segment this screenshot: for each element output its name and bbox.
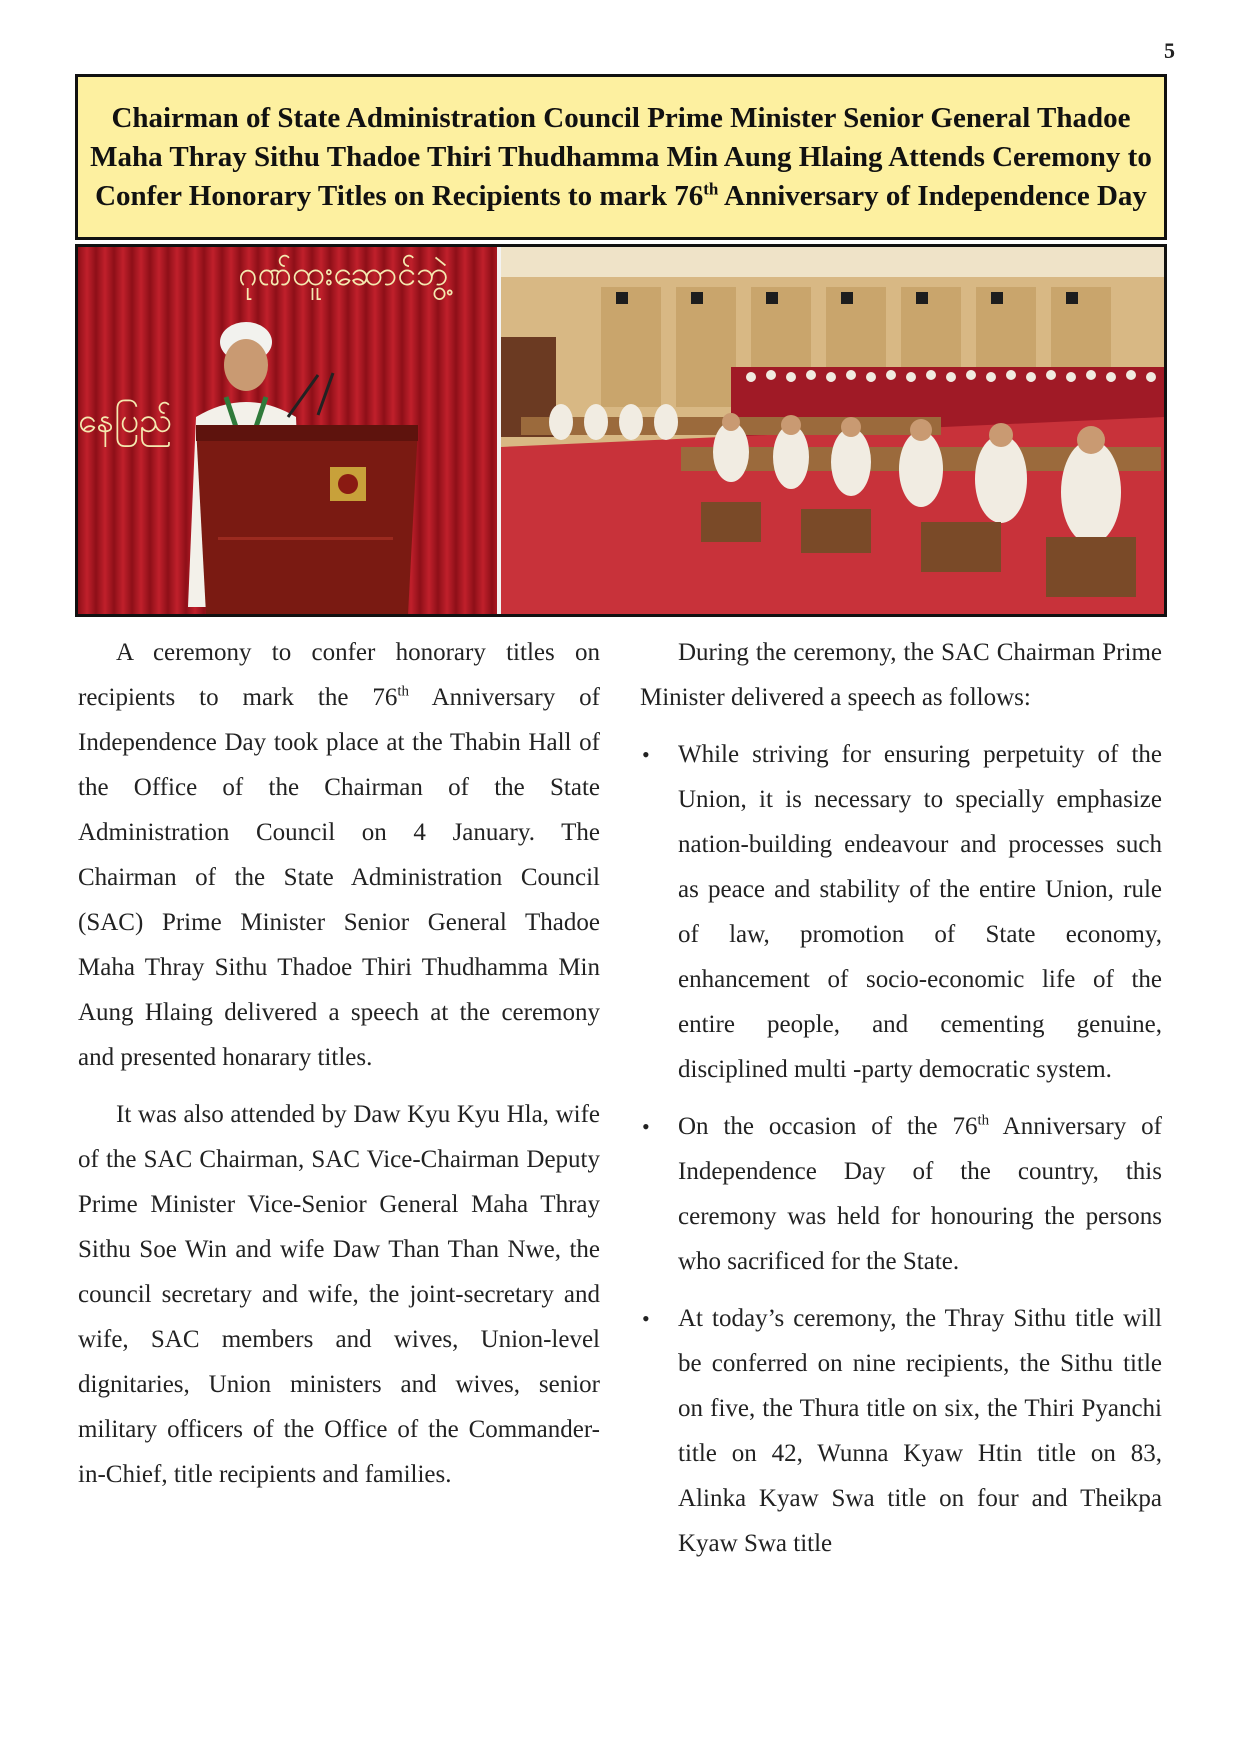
speaker-photo [78, 247, 497, 614]
speech-point-3: • At today’s ceremony, the Thray Sithu title will be conferred on nine recipients, the Sithu title on five, the Thura title on six, the Thiri Pyanchi title on 42, Wunna Kyaw Htin title on 83, Alinka Kyaw Swa title on four and Theikpa Kyaw Swa title [640, 1296, 1162, 1566]
speaker-photo-illustration [78, 247, 497, 614]
right-intro: During the ceremony, the SAC Chairman Prime Minister delivered a speech as follows: [640, 639, 1162, 711]
headline: Chairman of State Administration Council Prime Minister Senior General Thadoe Maha Thray Sithu Thadoe Thiri Thudhamma Min Aung Hlaing Attends Ceremony to Confer Honorary Titles on Recipients to mark 76th Anniversary of Independence Day [90, 101, 1152, 212]
right-column [640, 630, 1162, 1578]
page-number: 5 [1164, 38, 1175, 63]
left-paragraph-1: A ceremony to confer honorary titles on recipients to mark the 76th Anniversary of Independence Day took place at the Thabin Hall of the Office of the Chairman of the State Administration Council on 4 January. The Chairman of the State Administration Council (SAC) Prime Minister Senior General Thadoe Maha Thray Sithu Thadoe Thiri Thudhamma Min Aung Hlaing delivered a speech at the ceremony and presented honarary titles. [78, 639, 600, 1071]
hall-photo-illustration [501, 247, 1164, 614]
photo-row [75, 244, 1167, 617]
headline-box [75, 74, 1167, 240]
speech-point-2: • On the occasion of the 76th Anniversary of Independence Day of the country, this ceremony was held for honouring the persons who sacrificed for the State. [640, 1104, 1162, 1284]
bullet-marker: • [642, 1114, 650, 1139]
banner-text-side: နေပြည် [78, 401, 173, 441]
hall-photo [501, 247, 1164, 614]
speech-points-list [640, 732, 1162, 1566]
speech-point-1: • While striving for ensuring perpetuity of the Union, it is necessary to specially emphasize nation-building endeavour and processes such as peace and stability of the entire Union, rule of law, promotion of State economy, enhancement of socio-economic life of the entire people, and cementing genuine, disciplined multi -party democratic system. [640, 732, 1162, 1092]
bullet-marker: • [642, 742, 650, 767]
left-column [78, 630, 600, 1509]
left-paragraph-2: It was also attended by Daw Kyu Kyu Hla, wife of the SAC Chairman, SAC Vice-Chairman Deputy Prime Minister Vice-Senior General Maha Thray Sithu Soe Win and wife Daw Than Than Nwe, the council secretary and wife, the joint-secretary and wife, SAC members and wives, Union-level dignitaries, Union ministers and wives, senior military officers of the Office of the Commander-in-Chief, title recipients and families. [78, 1101, 600, 1488]
banner-text-top: ဂုဏ်ထူးဆောင်ဘွဲ့ [238, 254, 449, 294]
bullet-marker: • [642, 1306, 650, 1331]
